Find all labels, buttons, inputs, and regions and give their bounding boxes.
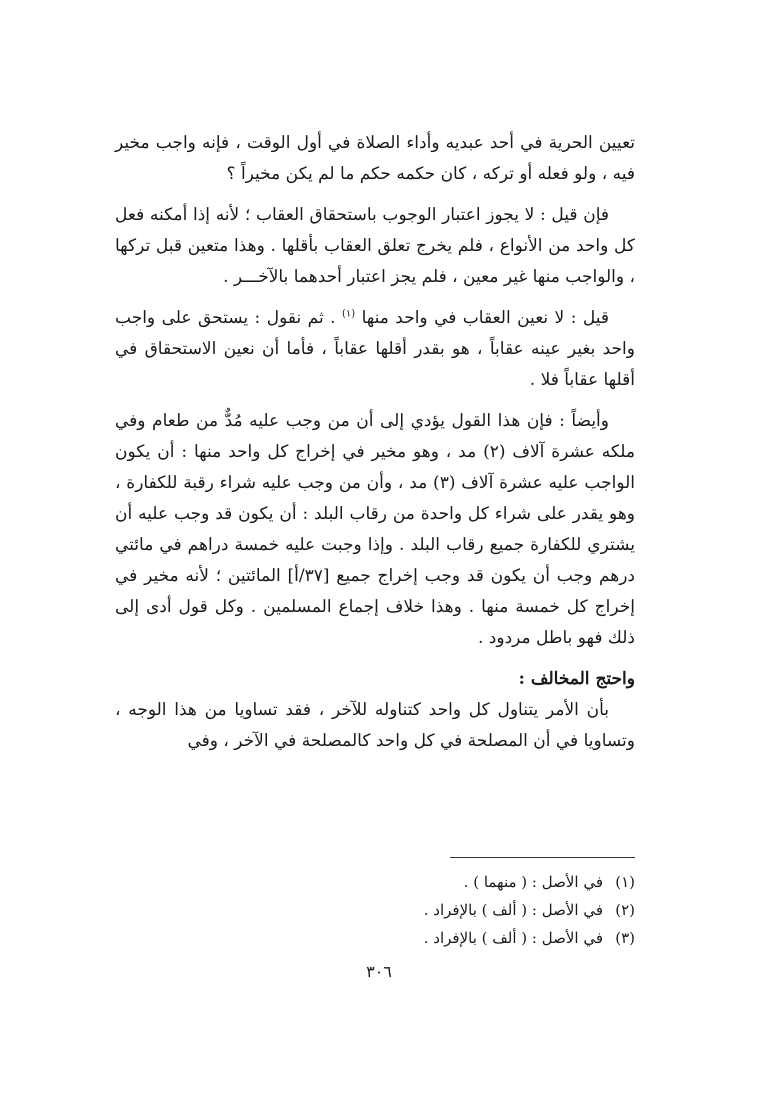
footnote-3 <box>300 924 635 952</box>
paragraph-2: فإن قيل : لا يجوز اعتبار الوجوب باستحقاق العقاب ؛ لأنه إذا أمكنه فعل كل واحد من الأنواع ، فلم يخرج تعلق العقاب بأقلها . وهذا متعين قبل تركها ، والواجب منها غير معين ، فلم يجز اعتبار أحدهما بالآخـــر . <box>115 205 635 287</box>
footnote-text: في الأصل : ( ألف ) بالإفراد . <box>423 901 603 919</box>
main-text-column <box>115 128 635 757</box>
paragraph-1: تعيين الحرية في أحد عبديه وأداء الصلاة في أول الوقت ، فإنه واجب مخير فيه ، ولو فعله أو تركه ، كان حكمه حكم ما لم يكن مخيراً ؟ <box>115 133 635 184</box>
footnote-number: (٢) <box>615 901 635 919</box>
footnote-text: في الأصل : ( منهما ) . <box>463 873 603 891</box>
footnotes <box>300 868 635 952</box>
footnote-2 <box>300 896 635 924</box>
footnote-divider <box>450 857 635 858</box>
footnote-number: (٣) <box>615 929 635 947</box>
paragraph-3-after: . ثم نقول : يستحق على واجب واحد بغير عينه عقاباً ، هو بقدر أقلها عقاباً ، فأما أن نعين الاستحقاق في أقلها عقاباً فلا . <box>115 308 635 390</box>
paragraph-3 <box>115 303 635 396</box>
footnote-text: في الأصل : ( ألف ) بالإفراد . <box>423 929 603 947</box>
paragraph-3-before: قيل : لا نعين العقاب في واحد منها <box>355 308 609 328</box>
paragraph-4: وأيضاً : فإن هذا القول يؤدي إلى أن من وجب عليه مُدٌّ من طعام وفي ملكه عشرة آلاف (٢) مد ، وهو مخير في إخراج كل واحد منها : أن يكون الواجب عليه عشرة آلاف (٣) مد ، وأن من وجب عليه شراء رقبة للكفارة ، وهو يقدر على شراء كل واحدة من رقاب البلد : أن يكون قد وجب عليه أن يشتري للكفارة جميع رقاب البلد . وإذا وجبت عليه خمسة دراهم في مائتي درهم وجب أن يكون قد وجب إخراج جميع [٣٧/أ] المائتين ؛ لأنه مخير في إخراج كل خمسة منها . وهذا خلاف إجماع المسلمين . وكل قول أدى إلى ذلك فهو باطل مردود . <box>115 411 636 648</box>
paragraph-5: بأن الأمر يتناول كل واحد كتناوله للآخر ، فقد تساويا من هذا الوجه ، وتساويا في أن المصلحة في كل واحد كالمصلحة في الآخر ، وفي <box>115 700 635 751</box>
footnote-1 <box>300 868 635 896</box>
footnote-ref-1: (١) <box>341 308 356 320</box>
page-number: ٣٠٦ <box>366 962 392 981</box>
footnote-number: (١) <box>615 873 635 891</box>
section-heading: واحتج المخالف : <box>518 669 635 689</box>
